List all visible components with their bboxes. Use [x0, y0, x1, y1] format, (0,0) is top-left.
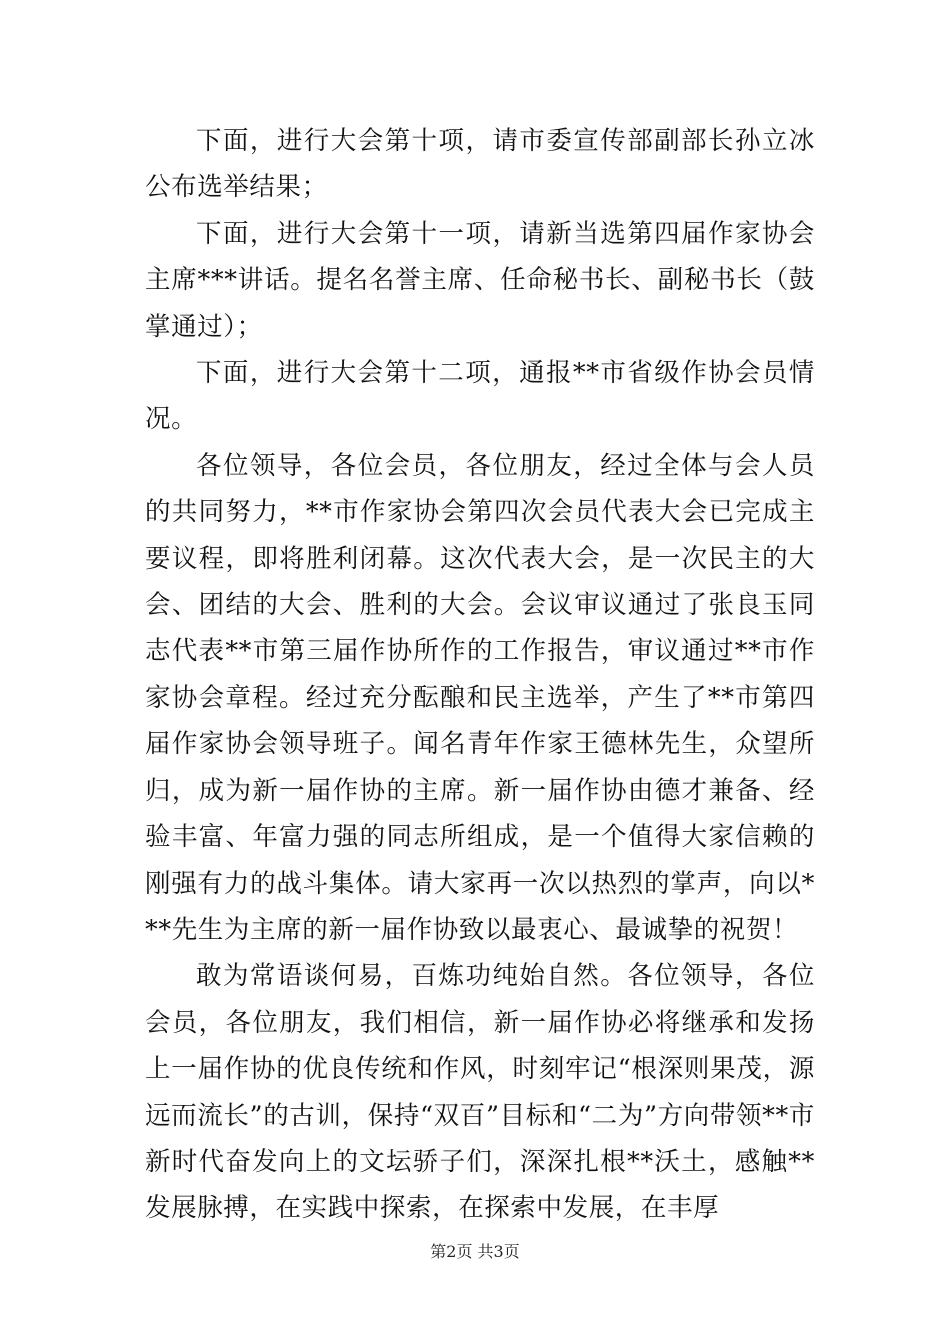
paragraph-closing-remarks: 各位领导，各位会员，各位朋友，经过全体与会人员的共同努力，**市作家协会第四次会员代表大会已完成主要议程，即将胜利闭幕。这次代表大会，是一次民主的大会、团结的大会、胜利的大会。会议审议通过了张良玉同志代表**市第三届作协所作的工作报告，审议通过**市作家协会章程。经过充分酝酿和民主选举，产生了**市第四届作家协会领导班子。闻名青年作家王德林先生，众望所归，成为新一届作协的主席。新一届作协由德才兼备、经验丰富、年富力强的同志所组成，是一个值得大家信赖的刚强有力的战斗集体。请大家再一次以热烈的掌声，向以***先生为主席的新一届作协致以最衷心、最诚挚的祝贺！: [145, 450, 815, 945]
paragraph-item-11: 下面，进行大会第十一项，请新当选第四届作家协会主席***讲话。提名名誉主席、任命秘书长、副秘书长（鼓掌通过）；: [145, 218, 815, 342]
paragraph-item-10: 下面，进行大会第十项，请市委宣传部副部长孙立冰公布选举结果；: [145, 126, 815, 203]
document-body: [145, 118, 815, 1232]
paragraph-item-12: 下面，进行大会第十二项，通报**市省级作协会员情况。: [145, 358, 815, 435]
page-number-footer: 第2页 共3页: [430, 1242, 520, 1261]
paragraph-expectations: 敢为常语谈何易，百炼功纯始自然。各位领导，各位会员，各位朋友，我们相信，新一届作协必将继承和发扬上一届作协的优良传统和作风，时刻牢记“根深则果茂，源远而流长”的古训，保持“双百”目标和“二为”方向带领**市新时代奋发向上的文坛骄子们，深深扎根**沃土，感触**发展脉搏，在实践中探索，在探索中发展，在丰厚: [145, 961, 815, 1224]
